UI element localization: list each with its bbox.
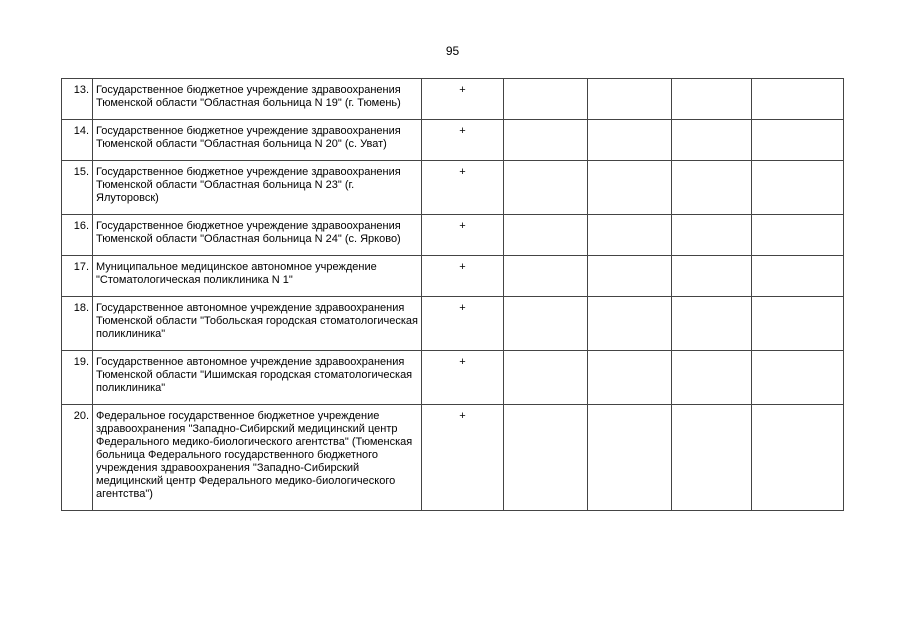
empty-cell <box>672 215 752 256</box>
empty-cell <box>504 256 588 297</box>
table-row <box>62 405 844 511</box>
empty-cell <box>504 405 588 511</box>
empty-cell <box>588 256 672 297</box>
empty-cell <box>672 297 752 351</box>
row-number: 17. <box>62 256 93 297</box>
table-row <box>62 215 844 256</box>
page-number: 95 <box>445 44 460 58</box>
plus-mark: + <box>422 351 504 405</box>
empty-cell <box>672 120 752 161</box>
empty-cell <box>588 120 672 161</box>
empty-cell <box>752 161 844 215</box>
empty-cell <box>588 79 672 120</box>
empty-cell <box>752 351 844 405</box>
empty-cell <box>752 120 844 161</box>
plus-mark: + <box>422 79 504 120</box>
institution-name: Федеральное государственное бюджетное учреждение здравоохранения "Западно-Сибирский медицинский центр Федерального медико-биологического агентства" (Тюменская больница Федерального государственного бюджетного учреждения здравоохранения "Западно-Сибирский медицинский центр Федерального медико-биологического агентства") <box>93 405 422 511</box>
plus-mark: + <box>422 297 504 351</box>
empty-cell <box>504 79 588 120</box>
row-number: 16. <box>62 215 93 256</box>
empty-cell <box>672 351 752 405</box>
empty-cell <box>504 120 588 161</box>
empty-cell <box>588 405 672 511</box>
empty-cell <box>752 297 844 351</box>
row-number: 18. <box>62 297 93 351</box>
row-number: 13. <box>62 79 93 120</box>
plus-mark: + <box>422 161 504 215</box>
table-row <box>62 161 844 215</box>
empty-cell <box>672 79 752 120</box>
institutions-table <box>61 78 844 511</box>
row-number: 15. <box>62 161 93 215</box>
institution-name: Государственное бюджетное учреждение здравоохранения Тюменской области "Областная больница N 20" (с. Уват) <box>93 120 422 161</box>
table-row <box>62 79 844 120</box>
institution-name: Государственное автономное учреждение здравоохранения Тюменской области "Ишимская городская стоматологическая поликлиника" <box>93 351 422 405</box>
institution-name: Государственное бюджетное учреждение здравоохранения Тюменской области "Областная больница N 19" (г. Тюмень) <box>93 79 422 120</box>
institution-name: Государственное бюджетное учреждение здравоохранения Тюменской области "Областная больница N 24" (с. Ярково) <box>93 215 422 256</box>
plus-mark: + <box>422 405 504 511</box>
empty-cell <box>504 161 588 215</box>
empty-cell <box>588 161 672 215</box>
table-row <box>62 297 844 351</box>
empty-cell <box>672 256 752 297</box>
plus-mark: + <box>422 256 504 297</box>
empty-cell <box>752 405 844 511</box>
institution-name: Муниципальное медицинское автономное учреждение "Стоматологическая поликлиника N 1" <box>93 256 422 297</box>
plus-mark: + <box>422 120 504 161</box>
table-row <box>62 256 844 297</box>
table-row <box>62 120 844 161</box>
empty-cell <box>588 215 672 256</box>
institution-name: Государственное бюджетное учреждение здравоохранения Тюменской области "Областная больница N 23" (г. Ялуторовск) <box>93 161 422 215</box>
row-number: 19. <box>62 351 93 405</box>
empty-cell <box>752 256 844 297</box>
row-number: 14. <box>62 120 93 161</box>
empty-cell <box>588 351 672 405</box>
institution-name: Государственное автономное учреждение здравоохранения Тюменской области "Тобольская городская стоматологическая поликлиника" <box>93 297 422 351</box>
empty-cell <box>504 351 588 405</box>
row-number: 20. <box>62 405 93 511</box>
plus-mark: + <box>422 215 504 256</box>
empty-cell <box>672 161 752 215</box>
table-row <box>62 351 844 405</box>
empty-cell <box>504 215 588 256</box>
empty-cell <box>752 79 844 120</box>
empty-cell <box>672 405 752 511</box>
empty-cell <box>752 215 844 256</box>
empty-cell <box>588 297 672 351</box>
empty-cell <box>504 297 588 351</box>
